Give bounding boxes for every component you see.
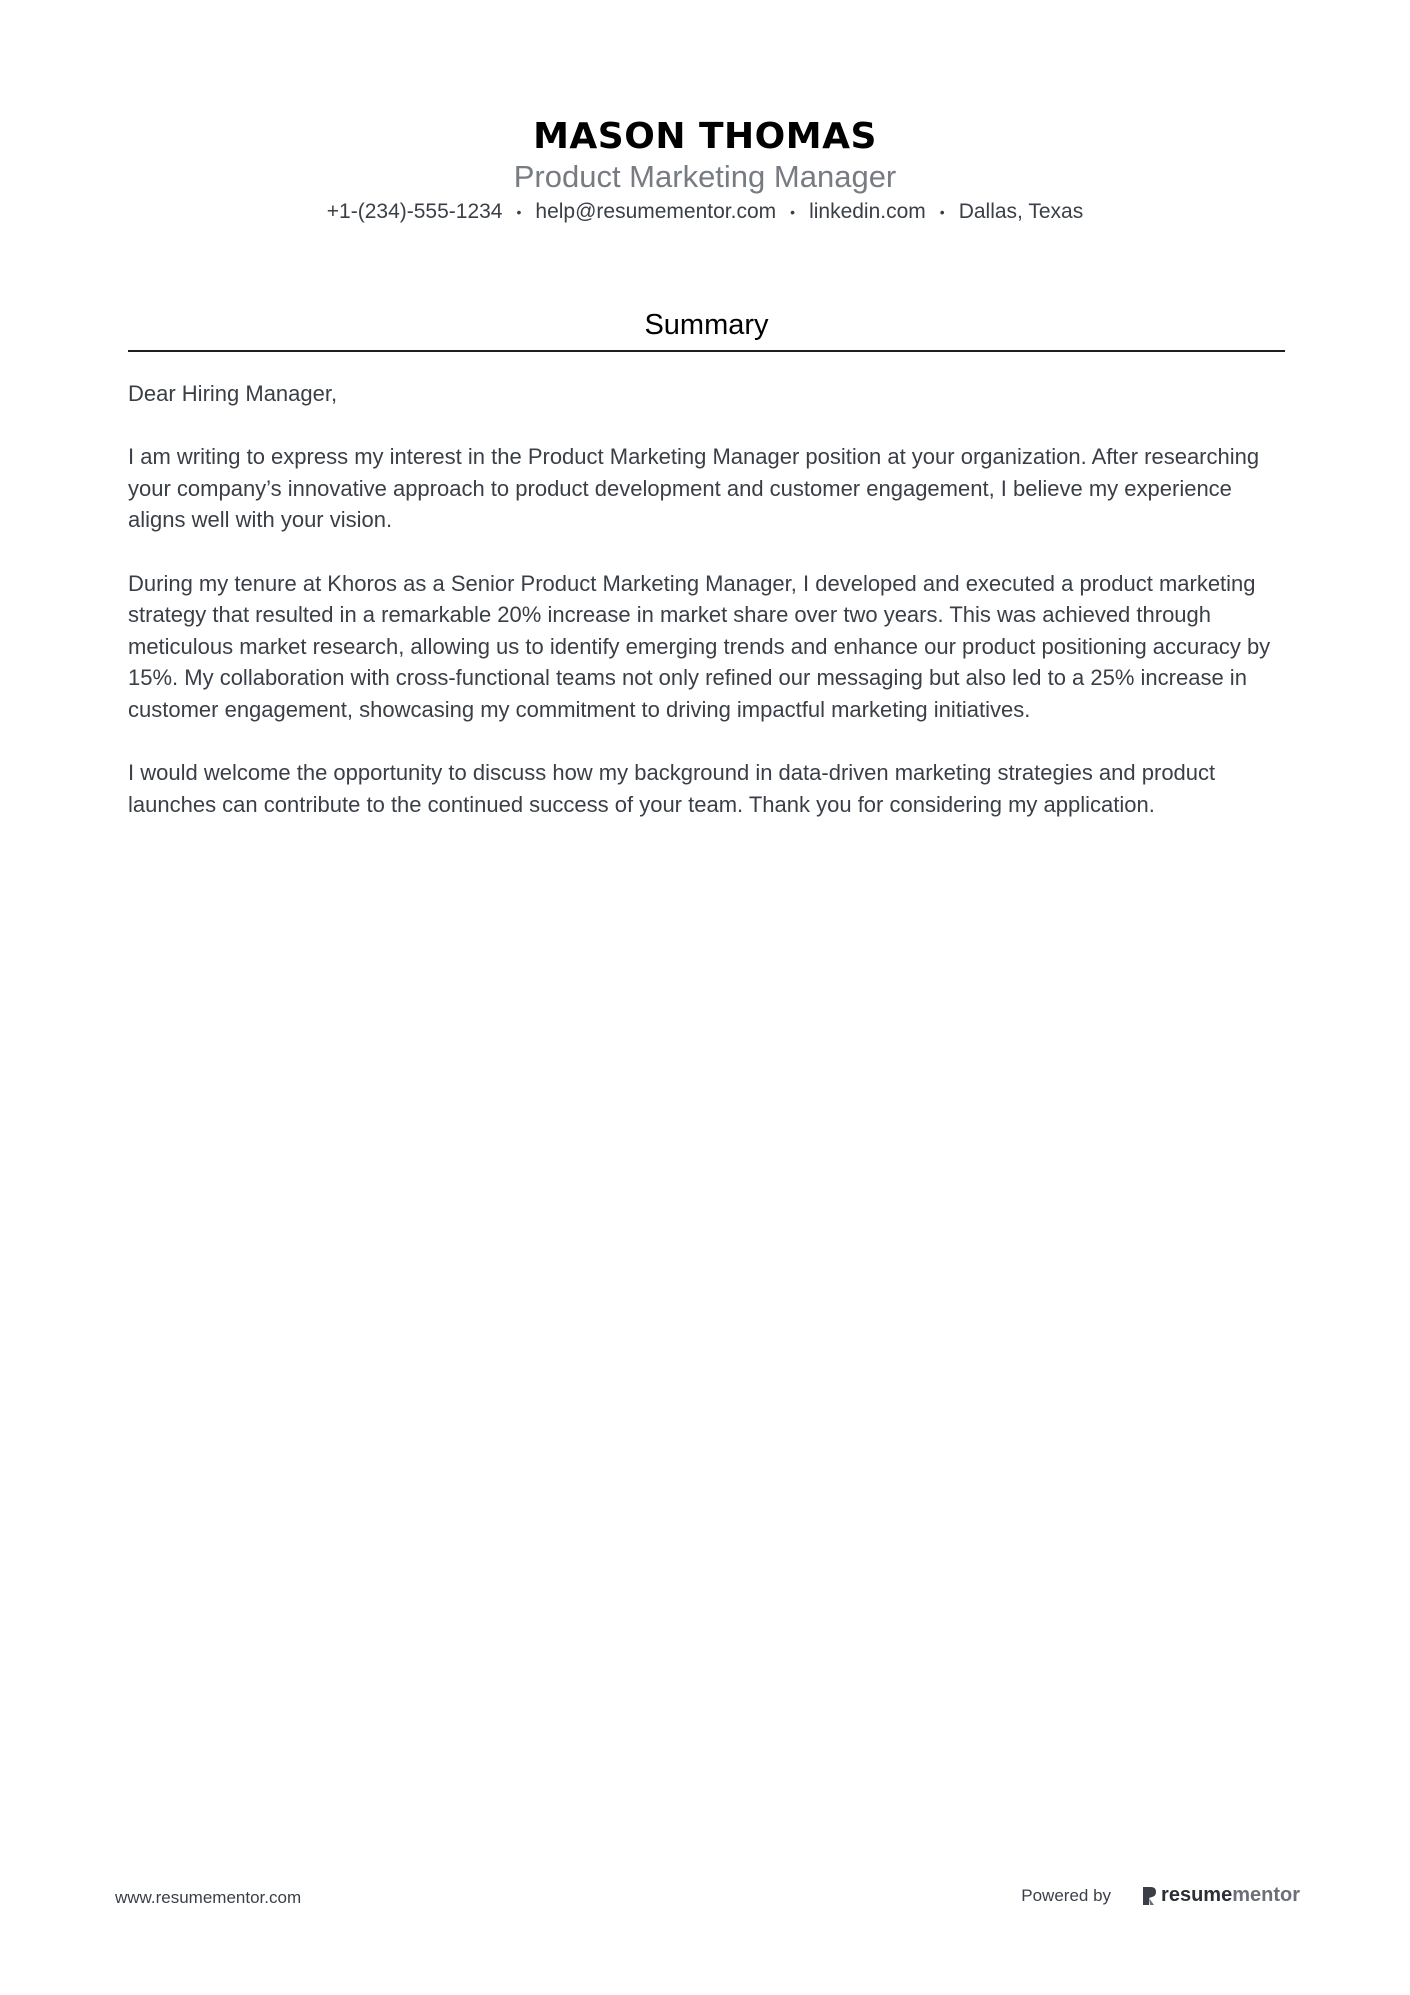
brand-name-light: mentor (1232, 1884, 1300, 1906)
letter-paragraph: I would welcome the opportunity to discuss how my background in data-driven marketing strategies and product launches can contribute to the continued success of your team. Thank you for considering my application. (128, 760, 1216, 817)
contact-email[interactable]: help@resumementor.com (535, 200, 777, 223)
footer-website[interactable]: www.resumementor.com (115, 1888, 302, 1907)
contact-phone: +1-(234)-555-1234 (326, 200, 503, 223)
footer-branding (1021, 1884, 1300, 1907)
bullet-separator: • (939, 204, 945, 220)
bullet-separator: • (516, 204, 522, 220)
resumementor-logo-icon (1141, 1886, 1157, 1906)
section-title-summary: Summary (644, 309, 769, 341)
job-title: Product Marketing Manager (513, 159, 897, 194)
contact-location: Dallas, Texas (958, 200, 1084, 223)
letter-paragraph: I am writing to express my interest in the Product Marketing Manager position at your organization. After researching your company’s innovative approach to product development and customer engagement, I believe my experience aligns well with your vision. (128, 444, 1260, 533)
letter-body (128, 378, 1285, 852)
candidate-name: MASON THOMAS (533, 116, 877, 157)
powered-by-label: Powered by (1021, 1885, 1112, 1905)
contact-line (0, 198, 1410, 226)
contact-linkedin[interactable]: linkedin.com (809, 200, 926, 223)
letter-paragraph: During my tenure at Khoros as a Senior Product Marketing Manager, I developed and executed a product marketing strategy that resulted in a remarkable 20% increase in market share over two years. This was achieved through meticulous market research, allowing us to identify emerging trends and enhance our product positioning accuracy by 15%. My collaboration with cross-functional teams not only refined our messaging but also led to a 25% increase in customer engagement, showcasing my commitment to driving impactful marketing initiatives. (128, 570, 1271, 722)
resume-header (0, 116, 1410, 226)
bullet-separator: • (790, 204, 796, 220)
brand-logo[interactable] (1141, 1884, 1300, 1907)
letter-greeting: Dear Hiring Manager, (128, 381, 338, 406)
brand-name-bold: resume (1161, 1884, 1233, 1906)
section-divider (128, 350, 1285, 352)
